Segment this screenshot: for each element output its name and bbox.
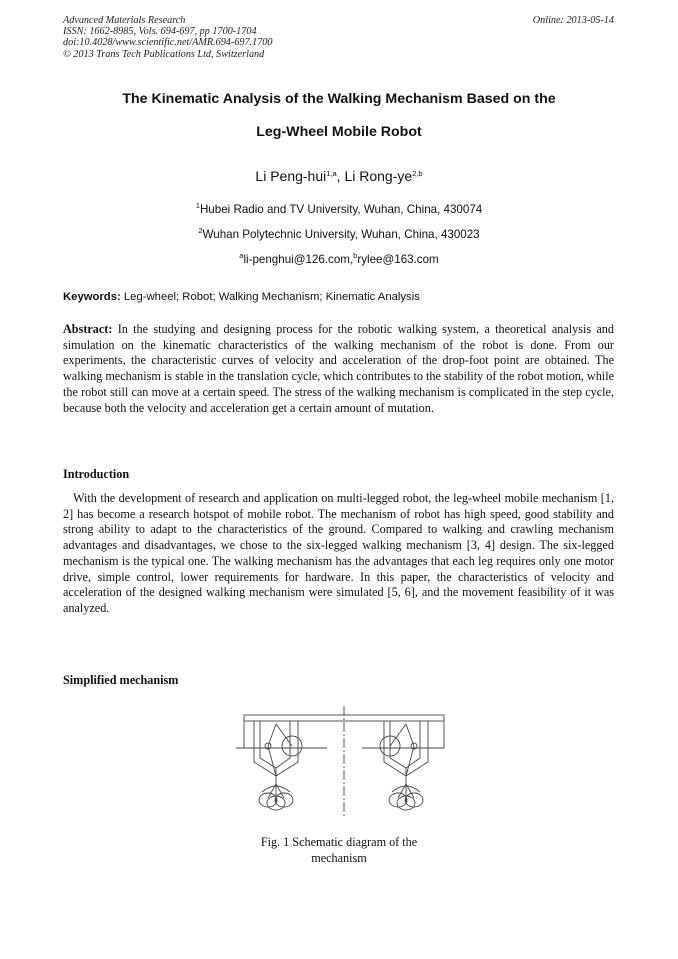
- paper-title-line2: Leg-Wheel Mobile Robot: [256, 124, 422, 140]
- author-line: [40, 168, 638, 184]
- mechanism-schematic: [232, 706, 446, 826]
- left-leg-assembly: [254, 721, 302, 810]
- abstract: [63, 322, 614, 416]
- figure-caption: [239, 834, 439, 866]
- abstract-text: In the studying and designing process for the robotic walking system, a theoretical analysis and simulation on the kinematic characteristics of the walking mechanism of the robot is done. From our experiments, the characteristic curves of velocity and acceleration of the drop-foot point are obtained. The walking mechanism is stable in the translation cycle, which contributes to the stability of the robot motion, while the robot still can move at a certain speed. The stress of the walking mechanism is complicated in the step cycle, because both the velocity and acceleration get a certain amount of mutation.: [63, 322, 614, 415]
- doi-line: doi:10.4028/www.scientific.net/AMR.694-697.1700: [63, 37, 273, 49]
- paper-title-line1: The Kinematic Analysis of the Walking Mechanism Based on the: [122, 91, 556, 107]
- abstract-label: Abstract:: [63, 322, 113, 336]
- email-marker: a: [239, 251, 244, 260]
- journal-header: [63, 15, 272, 60]
- keywords: [63, 291, 614, 303]
- journal-name: Advanced Materials Research: [63, 15, 186, 26]
- author-separator: ,: [336, 168, 345, 184]
- introduction-heading: Introduction: [63, 467, 130, 481]
- affiliation-1: [40, 203, 638, 216]
- copyright-line: © 2013 Trans Tech Publications Ltd, Switzerland: [63, 48, 265, 60]
- caption-line: Fig. 1 Schematic diagram of the: [260, 835, 418, 849]
- affiliation-2: [40, 228, 638, 241]
- affiliation-marker: 2: [198, 226, 203, 235]
- affiliation-text: Hubei Radio and TV University, Wuhan, China, 430074: [199, 203, 483, 216]
- right-leg-assembly: [380, 721, 428, 810]
- email-marker: b: [353, 251, 358, 260]
- online-date: Online: 2013-05-14: [532, 15, 614, 26]
- email-line: [40, 253, 638, 266]
- author-superscript: 2,b: [412, 169, 423, 178]
- simplified-mechanism-heading: Simplified mechanism: [63, 673, 179, 687]
- author-name: Li Peng-hui: [255, 168, 327, 184]
- keywords-text: Leg-wheel; Robot; Walking Mechanism; Kinematic Analysis: [120, 291, 420, 303]
- issn-line: ISSN: 1662-8985, Vols. 694-697, pp 1700-1704: [63, 26, 257, 38]
- affiliation-text: Wuhan Polytechnic University, Wuhan, China, 430023: [202, 228, 480, 241]
- introduction-text: With the development of research and application on multi-legged robot, the leg-wheel mobile mechanism [1, 2] has become a research hotspot of mobile robot. The mechanism of robot has high speed, good stability and strong ability to adapt to the characteristics of the ground. Compared to walking and crawling mechanism advantages and disadvantages, we chose to the six-legged walking mechanism [3, 4] design. The six-legged mechanism is the typical one. The walking mechanism has the advantages that each leg requires only one motor drive, simple control, lower requirements for hardware. In this paper, the characteristics of velocity and acceleration of the designed walking mechanism were simulated [5, 6], and the movement feasibility of it was analyzed.: [63, 491, 614, 615]
- keywords-label: Keywords:: [63, 291, 121, 303]
- email-link[interactable]: rylee@163.com: [357, 253, 439, 266]
- author-superscript: 1,a: [326, 169, 337, 178]
- affiliation-marker: 1: [195, 201, 200, 210]
- author-name: Li Rong-ye: [344, 168, 413, 184]
- email-link[interactable]: li-penghui@126.com,: [243, 253, 354, 266]
- caption-line: mechanism: [311, 851, 367, 865]
